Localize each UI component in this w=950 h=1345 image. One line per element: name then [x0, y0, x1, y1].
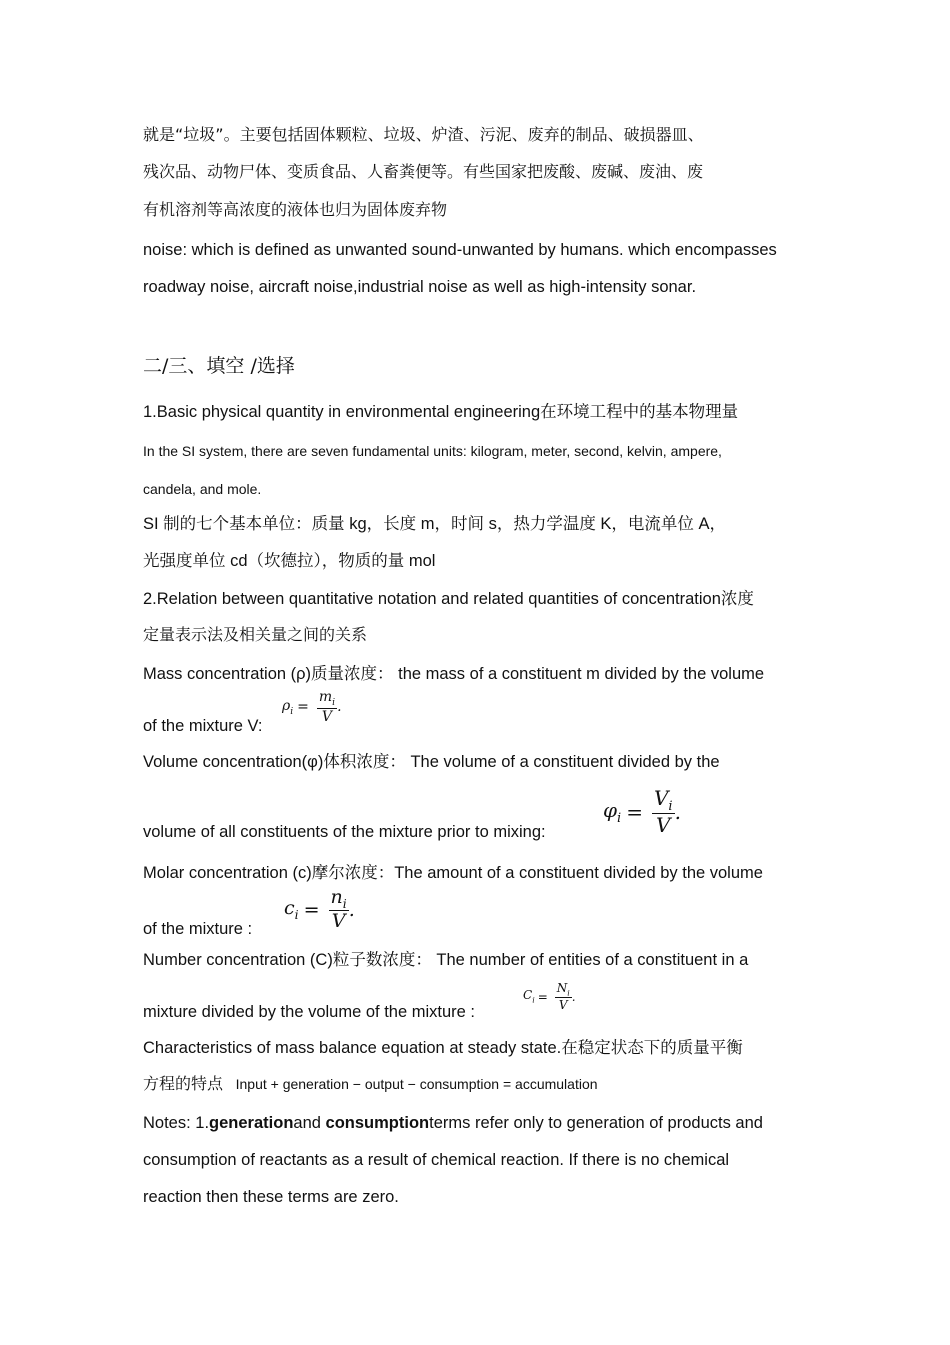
- molar-concentration-formula: $c_i$ = $\frac{n_i}{V}$ .: [284, 886, 355, 933]
- notes-line-2: consumption of reactants as a result of chemical reaction. If there is no chemical: [143, 1151, 730, 1169]
- number-concentration-line-2: mixture divided by the volume of the mixture :: [143, 1003, 475, 1021]
- noise-text-line-2: roadway noise, aircraft noise,industrial noise as well as high-intensity sonar.: [143, 278, 697, 296]
- molar-concentration-line-1: Molar concentration (c)摩尔浓度：The amount of a constituent divided by the volume: [143, 864, 763, 882]
- item1-zh-line-2: 光强度单位 cd（坎德拉），物质的量 mol: [143, 552, 436, 570]
- mass-balance-line-1: Characteristics of mass balance equation at steady state.在稳定状态下的质量平衡: [143, 1039, 743, 1057]
- molar-concentration-line-2: of the mixture :: [143, 920, 253, 938]
- item1-en-line-2: candela, and mole.: [143, 481, 262, 497]
- notes-consumption-term: consumption: [325, 1114, 430, 1132]
- mass-concentration-line-2: of the mixture V:: [143, 717, 263, 735]
- number-concentration-line-1: Number concentration (C)粒子数浓度： The number of entities of a constituent in a: [143, 951, 749, 969]
- item1-en-line-1: In the SI system, there are seven fundamental units: kilogram, meter, second, kelvin, ampere,: [143, 443, 722, 459]
- section-heading: 二/三、填空 /选择: [143, 355, 295, 377]
- mass-concentration-formula: $\rho_i$ = $\frac{m_i}{V}$ .: [282, 689, 342, 725]
- item2-title-line-2: 定量表示法及相关量之间的关系: [143, 625, 368, 644]
- notes-line-1: [143, 1113, 763, 1133]
- volume-concentration-line-1: Volume concentration(φ)体积浓度： The volume of a constituent divided by the: [143, 753, 720, 771]
- item2-title-line-1: 2.Relation between quantitative notation and related quantities of concentration浓度: [143, 590, 754, 608]
- notes-line-3: reaction then these terms are zero.: [143, 1188, 399, 1206]
- item1-zh-line-1: SI 制的七个基本单位：质量 kg，长度 m，时间 s，热力学温度 K，电流单位 A，: [143, 515, 727, 533]
- waste-text-line-3: 有机溶剂等高浓度的液体也归为固体废弃物: [143, 200, 448, 219]
- mass-balance-line-2: [143, 1074, 598, 1094]
- notes-and: and: [293, 1114, 326, 1132]
- number-concentration-formula: $C_i$ = $\frac{N_i}{V}$ .: [523, 981, 576, 1013]
- noise-text-line-1: noise: which is defined as unwanted sound-unwanted by humans. which encompasses: [143, 241, 777, 259]
- mass-balance-equation: Input + generation − output − consumption = accumulation: [235, 1076, 598, 1092]
- volume-concentration-formula: $\varphi_i$ = $\frac{V_i}{V}$ .: [603, 786, 681, 837]
- waste-text-line-2: 残次品、动物尸体、变质食品、人畜粪便等。有些国家把废酸、废碱、废油、废: [143, 162, 704, 181]
- notes-line-1-rest: terms refer only to generation of products and: [429, 1114, 763, 1132]
- volume-concentration-line-2: volume of all constituents of the mixture prior to mixing:: [143, 823, 546, 841]
- notes-prefix: Notes: 1.: [143, 1114, 210, 1132]
- item1-title: 1.Basic physical quantity in environmental engineering在环境工程中的基本物理量: [143, 403, 739, 421]
- waste-text-line-1: 就是“垃圾”。主要包括固体颗粒、垃圾、炉渣、污泥、废弃的制品、破损器皿、: [143, 125, 704, 144]
- mass-concentration-line-1: Mass concentration (ρ)质量浓度： the mass of a constituent m divided by the volume: [143, 665, 765, 683]
- notes-generation-term: generation: [209, 1114, 294, 1132]
- mass-balance-line-2-zh: 方程的特点: [143, 1074, 224, 1093]
